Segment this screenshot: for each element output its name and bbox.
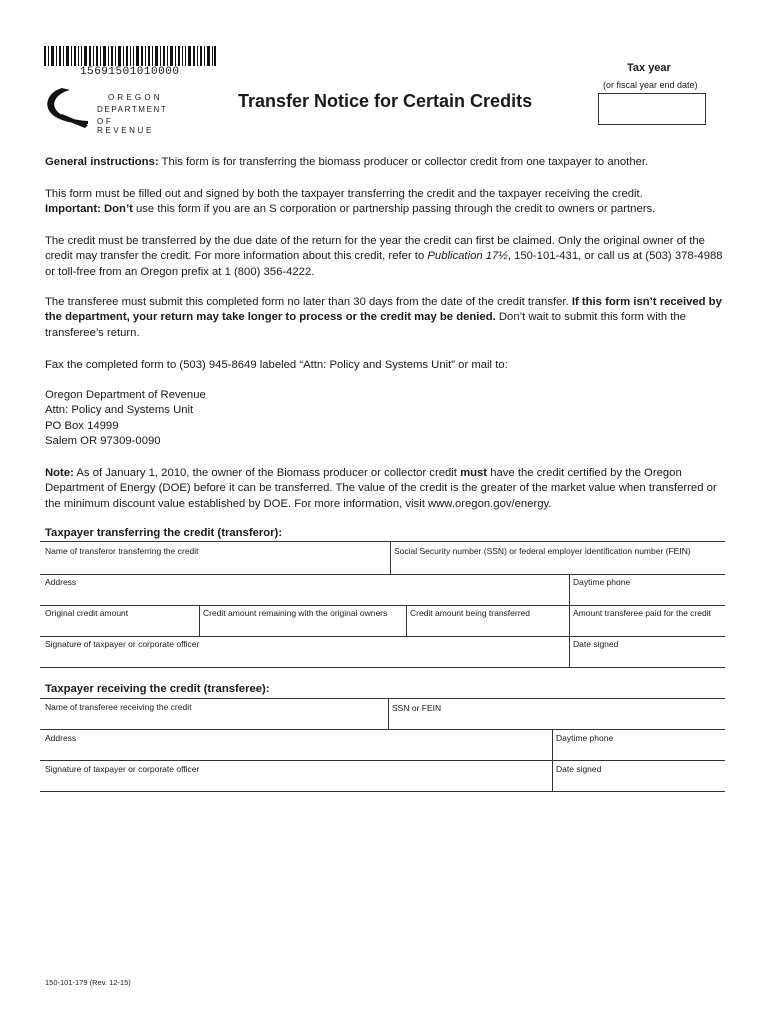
transferee-address-field[interactable]: Address xyxy=(45,733,77,743)
fax-paragraph xyxy=(45,358,729,373)
transferee-phone-field[interactable]: Daytime phone xyxy=(556,733,614,743)
due-text-1: The credit must be transferred by the due date of the return for the year the credit can first be claimed. Only the original owner of the credit may transfer the credit. For more information about this credit, refer to xyxy=(45,235,705,263)
divider xyxy=(199,605,200,636)
divider xyxy=(40,760,725,761)
important-text: use this form if you are an S corporation or partnership passing through the credit to owners or partners. xyxy=(132,203,656,216)
important-label: Important: Don’t xyxy=(45,203,133,216)
note-must: must xyxy=(460,467,488,479)
form-footer: 150-101-179 (Rev. 12-15) xyxy=(45,978,131,987)
original-credit-amount-field[interactable]: Original credit amount xyxy=(45,608,129,618)
address-line: PO Box 14999 xyxy=(45,419,119,432)
transferor-date-field[interactable]: Date signed xyxy=(573,639,619,649)
amount-paid-field[interactable]: Amount transferee paid for the credit xyxy=(573,608,711,618)
barcode-number: 15691501010000 xyxy=(80,66,180,78)
note-label: Note: xyxy=(45,467,74,479)
divider xyxy=(390,541,391,574)
transferor-ssn-field[interactable]: Social Security number (SSN) or federal employer identification number (FEIN) xyxy=(394,546,691,556)
transferor-phone-field[interactable]: Daytime phone xyxy=(573,577,631,587)
divider xyxy=(40,729,725,730)
note-text-2: have the credit certified by the Oregon Department of Energy (DOE) before it can be transferred. The value of the credit is the greater of the market value when transferred or the minimum discount value established by DOE. For more information, visit www.oregon.gov/energy. xyxy=(45,467,717,510)
divider xyxy=(40,541,725,542)
note-paragraph xyxy=(45,466,729,512)
remaining-credit-field[interactable]: Credit amount remaining with the original owners xyxy=(203,608,388,618)
divider xyxy=(569,574,570,667)
divider xyxy=(40,574,725,575)
agency-line-1: OREGON xyxy=(108,93,163,102)
divider xyxy=(40,605,725,606)
oregon-swoosh-icon xyxy=(44,84,104,130)
divider xyxy=(40,791,725,792)
transferee-signature-field[interactable]: Signature of taxpayer or corporate officer xyxy=(45,764,200,774)
due-text-2: , 150-101-431, or call us at (503) 378-4988 or toll-free from an Oregon prefix at 1 (800) 356-4222. xyxy=(45,250,723,278)
must-fill-paragraph xyxy=(45,187,729,218)
address-line: Oregon Department of Revenue xyxy=(45,389,206,401)
address-line: Salem OR 97309-0090 xyxy=(45,434,161,447)
publication-ref: Publication 17½ xyxy=(427,250,508,263)
divider xyxy=(552,729,553,791)
due-date-paragraph xyxy=(45,234,729,280)
transferee-paragraph xyxy=(45,295,729,341)
transferee-ssn-field[interactable]: SSN or FEIN xyxy=(392,703,442,713)
tax-year-label: Tax year xyxy=(627,62,671,74)
fax-text: Fax the completed form to (503) 945-8649 labeled “Attn: Policy and Systems Unit” or mail to: xyxy=(45,359,508,371)
transferor-address-field[interactable]: Address xyxy=(45,577,77,587)
transferor-signature-field[interactable]: Signature of taxpayer or corporate officer xyxy=(45,639,200,649)
transferee-section-title: Taxpayer receiving the credit (transferee): xyxy=(45,683,270,695)
transferee-text-1: The transferee must submit this completed form no later than 30 days from the date of the credit transfer. xyxy=(45,296,572,308)
divider xyxy=(406,605,407,636)
tax-year-sublabel: (or fiscal year end date) xyxy=(603,80,698,90)
note-text-1: As of January 1, 2010, the owner of the Biomass producer or collector credit xyxy=(73,467,461,479)
form-title: Transfer Notice for Certain Credits xyxy=(238,91,533,111)
transferor-section-title: Taxpayer transferring the credit (transferor): xyxy=(45,527,283,539)
agency-logo xyxy=(44,84,174,135)
transferred-credit-field[interactable]: Credit amount being transferred xyxy=(410,608,531,618)
general-text: This form is for transferring the biomass producer or collector credit from one taxpayer to another. xyxy=(158,156,649,168)
address-line: Attn: Policy and Systems Unit xyxy=(45,404,194,417)
transferee-warning: If this form isn’t received by the department, your return may take longer to process or the credit may be denied. xyxy=(45,296,722,324)
divider xyxy=(388,698,389,729)
transferee-name-field[interactable]: Name of transferee receiving the credit xyxy=(45,702,192,712)
divider xyxy=(40,698,725,699)
general-instructions xyxy=(45,155,729,170)
barcode-icon xyxy=(44,46,216,66)
tax-year-field[interactable] xyxy=(598,93,706,125)
must-fill-text: This form must be filled out and signed by both the taxpayer transferring the credit and the taxpayer receiving the credit. xyxy=(45,188,643,200)
transferee-text-2: Don’t wait to submit this form with the transferee’s return. xyxy=(45,311,686,339)
mailing-address xyxy=(45,388,729,449)
agency-line-3: OF REVENUE xyxy=(97,117,154,135)
general-label: General instructions: xyxy=(45,156,159,168)
transferee-date-field[interactable]: Date signed xyxy=(556,764,602,774)
divider xyxy=(40,636,725,637)
agency-line-2: DEPARTMENT xyxy=(97,105,168,114)
transferor-name-field[interactable]: Name of transferor transferring the credit xyxy=(45,546,199,556)
divider xyxy=(40,667,725,668)
